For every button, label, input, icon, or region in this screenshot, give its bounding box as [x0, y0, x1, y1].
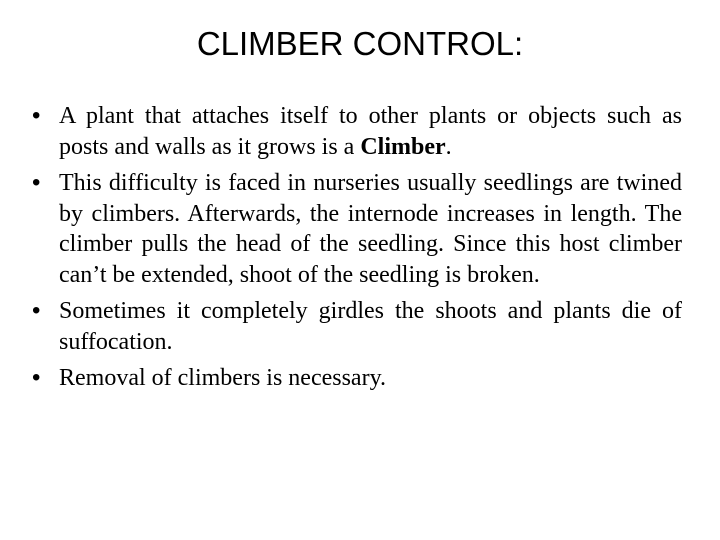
bullet-text: This difficulty is faced in nurseries usually seedlings are twined by climbers. Afterwards, the internode increases in length. The climber pulls the head of the seedling. Since this host climber can’t be extended, shoot of the seedling is broken. — [59, 170, 682, 288]
bullet-dot-icon: • — [32, 364, 41, 391]
bullet-item-removal — [32, 363, 682, 394]
bullet-dot-icon: • — [32, 169, 41, 196]
bold-term: Climber — [360, 133, 446, 160]
bullet-list — [32, 101, 682, 400]
bullet-text: A plant that attaches itself to other plants or objects such as posts and walls as it grows is a — [59, 103, 682, 160]
bullet-text: Sometimes it completely girdles the shoots and plants die of suffocation. — [59, 298, 682, 355]
bullet-item-climber-definition — [32, 101, 682, 162]
bullet-dot-icon: • — [32, 102, 41, 129]
bullet-dot-icon: • — [32, 297, 41, 324]
bullet-item-nursery-difficulty — [32, 168, 682, 290]
bullet-text: Removal of climbers is necessary. — [59, 365, 387, 391]
slide-title: CLIMBER CONTROL: — [196, 25, 524, 62]
bullet-text-end: . — [445, 133, 452, 160]
bullet-item-girdling — [32, 296, 682, 357]
